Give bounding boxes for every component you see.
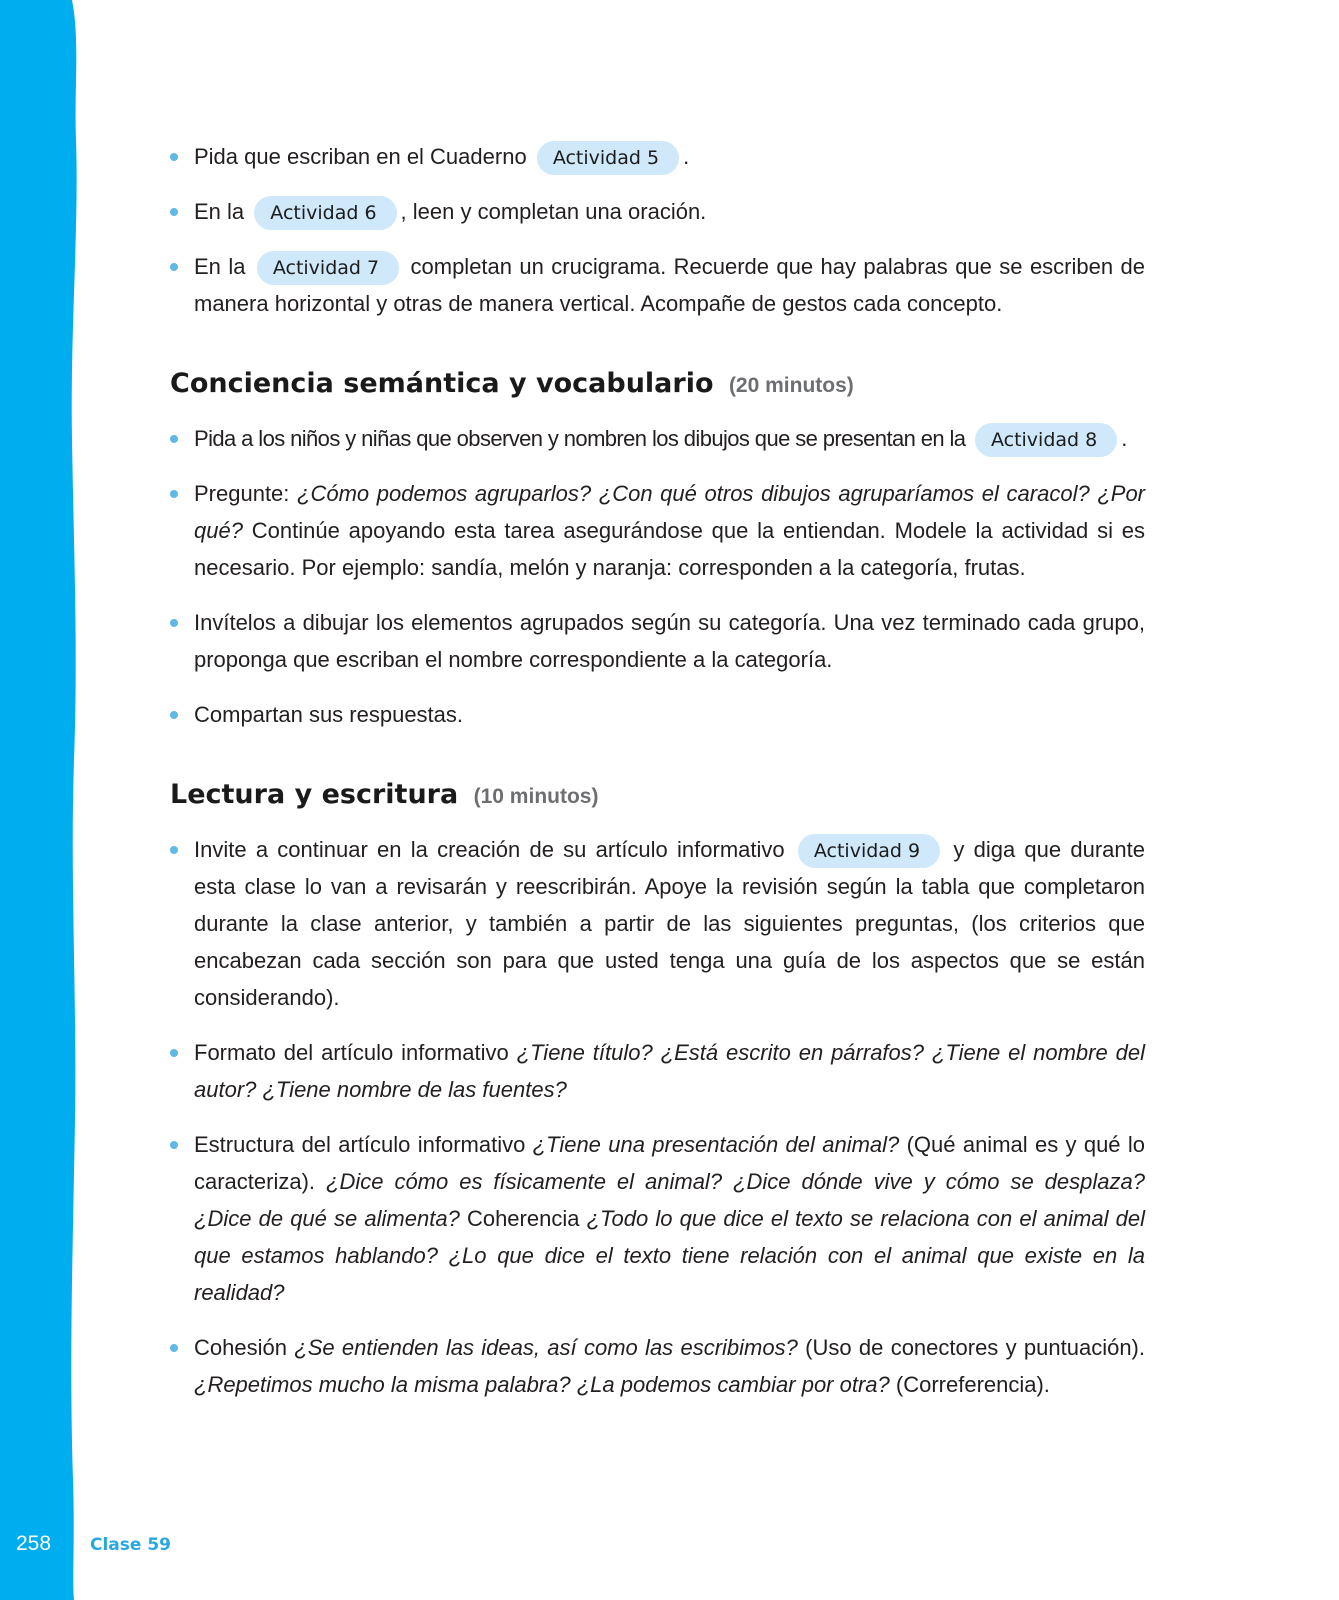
- list-item: [170, 248, 1145, 322]
- activity-badge: Actividad 6: [254, 196, 396, 230]
- list-item: [170, 1329, 1145, 1403]
- item-text: .: [683, 144, 690, 169]
- section1-list: [170, 420, 1145, 733]
- section2-list: [170, 831, 1145, 1403]
- list-item: [170, 1126, 1145, 1311]
- item-text: (Correferencia).: [889, 1372, 1050, 1397]
- item-text: Coherencia: [459, 1206, 587, 1231]
- item-text: completan un crucigrama. Recuerde que hay palabras que se escriben de manera horizontal y otras de manera vertical. Acompañe de gestos cada concepto.: [194, 254, 1145, 316]
- item-text: Continúe apoyando esta tarea asegurándose que la entiendan. Modele la actividad si es necesario. Por ejemplo: sandía, melón y naranja: corresponden a la categoría, frutas.: [194, 518, 1145, 580]
- item-italic-text: ¿Tiene título? ¿Está escrito en párrafos? ¿Tiene el nombre del autor? ¿Tiene nombre de las fuentes?: [194, 1040, 1145, 1102]
- page-content: [170, 138, 1145, 1421]
- item-italic-text: ¿Se entienden las ideas, así como las escribimos?: [294, 1335, 798, 1360]
- list-item: [170, 831, 1145, 1016]
- item-text: Pida que escriban en el Cuaderno: [194, 144, 527, 169]
- activity-badge: Actividad 7: [257, 251, 399, 285]
- item-text: (Uso de conectores y puntuación).: [797, 1335, 1145, 1360]
- section-title: Lectura y escritura: [170, 779, 459, 810]
- list-item: [170, 138, 1145, 175]
- activity-badge: Actividad 8: [975, 423, 1117, 457]
- list-item: Compartan sus respuestas.: [170, 696, 1145, 733]
- item-text: Formato del artículo informativo: [194, 1040, 517, 1065]
- item-text: .: [1121, 426, 1127, 451]
- page-number: 258: [16, 1532, 52, 1555]
- list-item: Invítelos a dibujar los elementos agrupados según su categoría. Una vez terminado cada grupo, proponga que escriban el nombre correspondiente a la categoría.: [170, 604, 1145, 678]
- item-text: Invite a continuar en la creación de su artículo informativo: [194, 837, 785, 862]
- item-text: Estructura del artículo informativo: [194, 1132, 533, 1157]
- list-item: [170, 475, 1145, 586]
- item-text: y diga que durante esta clase lo van a revisarán y reescribirán. Apoye la revisión según la tabla que completaron durante la clase anterior, y también a partir de las siguientes preguntas, (los criterios que encabezan cada sección son para que usted tenga una guía de los aspectos que se están considerando).: [194, 837, 1145, 1010]
- item-text: , leen y completan una oración.: [400, 199, 707, 224]
- item-text: Pida a los niños y niñas que observen y nombren los dibujos que se presentan en la: [194, 426, 966, 451]
- item-text: En la: [194, 199, 245, 224]
- item-italic-text: ¿Todo lo que dice el texto se relaciona con el animal del que estamos hablando? ¿Lo que dice el texto tiene relación con el animal que existe en la realidad?: [194, 1206, 1145, 1305]
- activity-badge: Actividad 5: [537, 141, 679, 175]
- list-item: [170, 193, 1145, 230]
- item-italic-text: ¿Tiene una presentación del animal?: [532, 1132, 900, 1157]
- side-color-band: [0, 0, 80, 1600]
- item-text: Cohesión: [194, 1335, 295, 1360]
- section-heading: [170, 366, 1145, 404]
- item-italic-text: ¿Dice cómo es físicamente el animal? ¿Dice dónde vive y cómo se desplaza? ¿Dice de qué se alimenta?: [194, 1169, 1145, 1231]
- section-title: Conciencia semántica y vocabulario: [170, 368, 714, 399]
- section-heading: [170, 777, 1145, 815]
- section-duration: (10 minutos): [473, 785, 599, 808]
- item-italic-text: ¿Cómo podemos agruparlos? ¿Con qué otros dibujos agruparíamos el caracol? ¿Por qué?: [194, 481, 1146, 543]
- activity-badge: Actividad 9: [798, 834, 940, 868]
- intro-list: [170, 138, 1145, 322]
- item-text: En la: [194, 254, 246, 279]
- item-text: Pregunte:: [194, 481, 298, 506]
- list-item: [170, 1034, 1145, 1108]
- class-label: Clase 59: [90, 1535, 171, 1555]
- item-text: (Qué animal es y qué lo caracteriza).: [194, 1132, 1145, 1194]
- list-item: [170, 420, 1145, 457]
- section-duration: (20 minutos): [728, 374, 854, 397]
- item-italic-text: ¿Repetimos mucho la misma palabra? ¿La podemos cambiar por otra?: [194, 1372, 890, 1397]
